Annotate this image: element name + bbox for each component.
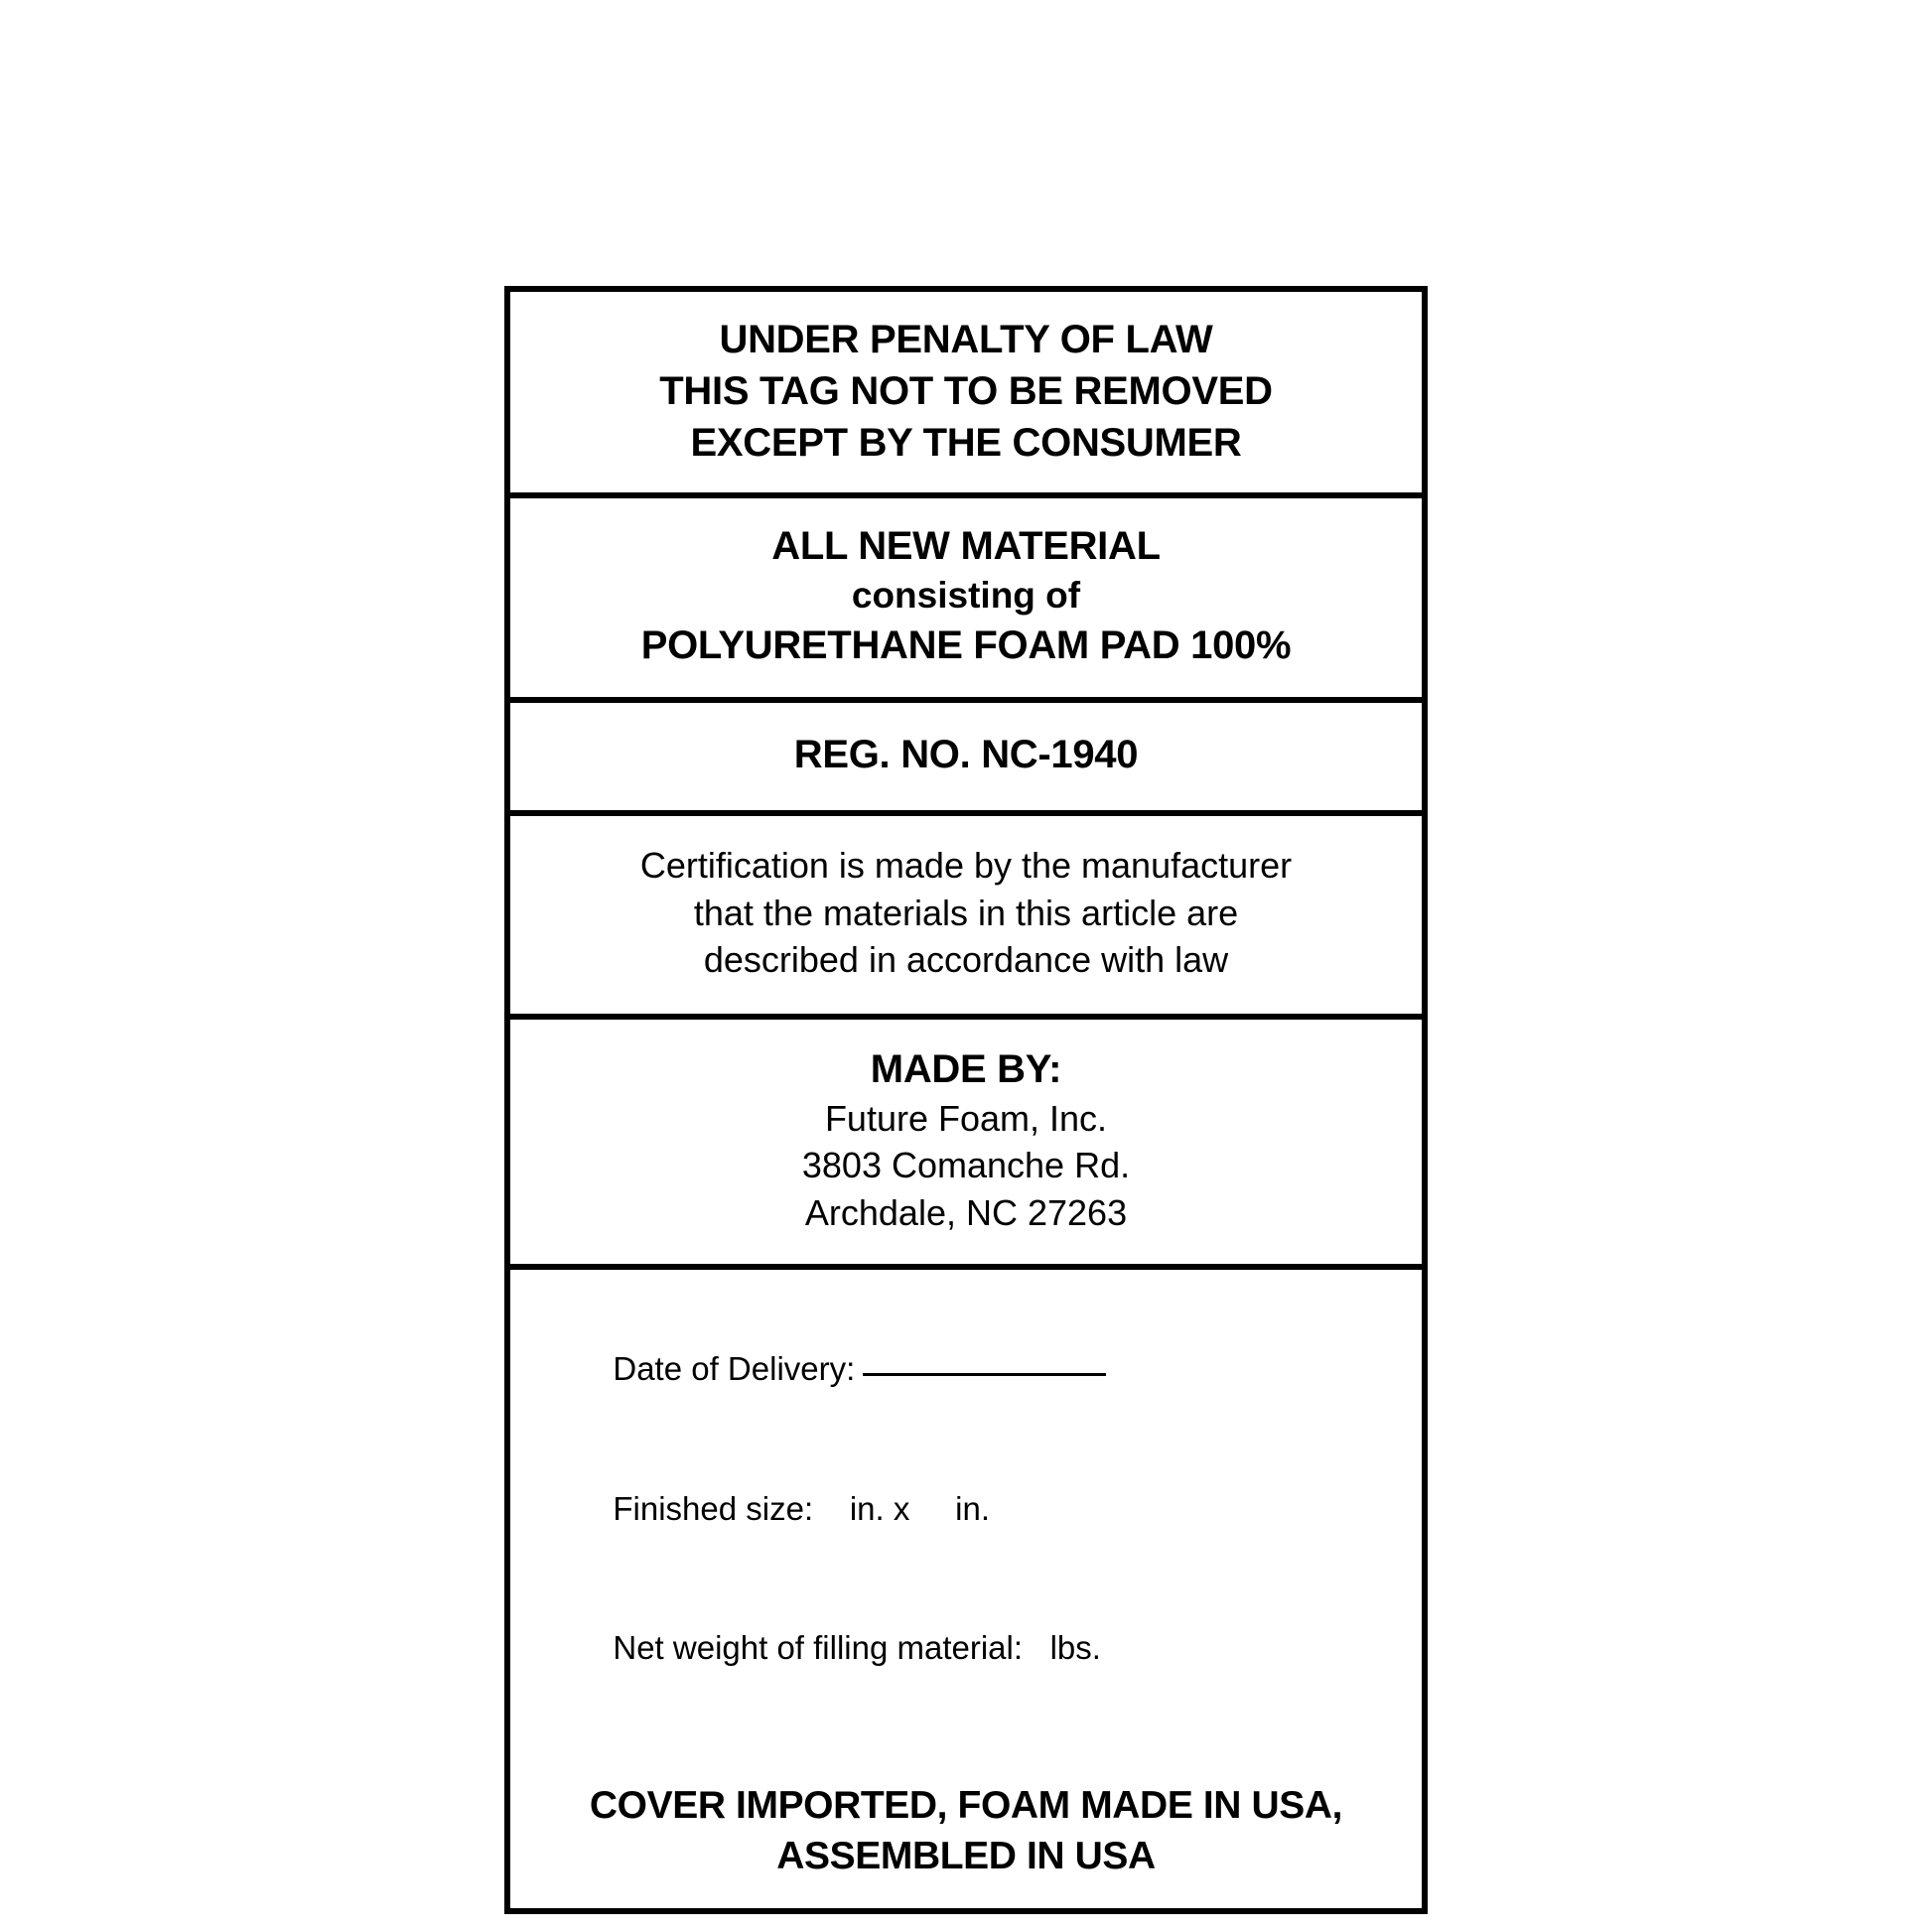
manufacturer-street: 3803 Comanche Rd. [801, 1145, 1131, 1186]
origin-statement [510, 1780, 1422, 1882]
penalty-line-1: UNDER PENALTY OF LAW [719, 318, 1213, 361]
made-by-section [510, 1020, 1422, 1271]
finished-size-value [813, 1490, 850, 1527]
manufacturer-name: Future Foam, Inc. [824, 1097, 1108, 1139]
net-weight-units: lbs. [1049, 1629, 1101, 1667]
material-line-1: ALL NEW MATERIAL [771, 524, 1161, 568]
registration-number: REG. NO. NC-1940 [793, 733, 1139, 777]
net-weight-label: Net weight of filling material: [613, 1629, 1024, 1667]
net-weight-row [510, 1579, 1422, 1719]
law-label-tag [504, 286, 1428, 1914]
registration-section [510, 703, 1422, 816]
material-section [510, 498, 1422, 703]
material-line-3: POLYURETHANE FOAM PAD 100% [640, 623, 1292, 668]
certification-line-1: Certification is made by the manufacturer [639, 845, 1293, 887]
penalty-notice-section [510, 292, 1422, 498]
certification-line-2: that the materials in this article are [693, 892, 1239, 933]
certification-line-3: described in accordance with law [703, 939, 1229, 981]
finished-size-row [510, 1440, 1422, 1580]
made-by-heading: MADE BY: [870, 1046, 1062, 1091]
penalty-line-3: EXCEPT BY THE CONSUMER [690, 421, 1242, 465]
net-weight-spacer [1023, 1629, 1050, 1666]
finished-size-units: in. x in. [849, 1489, 991, 1527]
penalty-line-2: THIS TAG NOT TO BE REMOVED [659, 369, 1273, 413]
delivery-details-section [510, 1270, 1422, 1908]
date-of-delivery-label: Date of Delivery: [613, 1350, 856, 1388]
manufacturer-city-state-zip: Archdale, NC 27263 [804, 1191, 1128, 1233]
certification-section [510, 816, 1422, 1020]
origin-line-1: COVER IMPORTED, FOAM MADE IN USA, [589, 1783, 1343, 1827]
finished-size-label: Finished size: [613, 1489, 814, 1527]
origin-line-2: ASSEMBLED IN USA [776, 1835, 1156, 1878]
date-of-delivery-row [510, 1300, 1422, 1440]
material-line-2: consisting of [851, 575, 1081, 616]
date-of-delivery-blank[interactable] [863, 1373, 1106, 1376]
